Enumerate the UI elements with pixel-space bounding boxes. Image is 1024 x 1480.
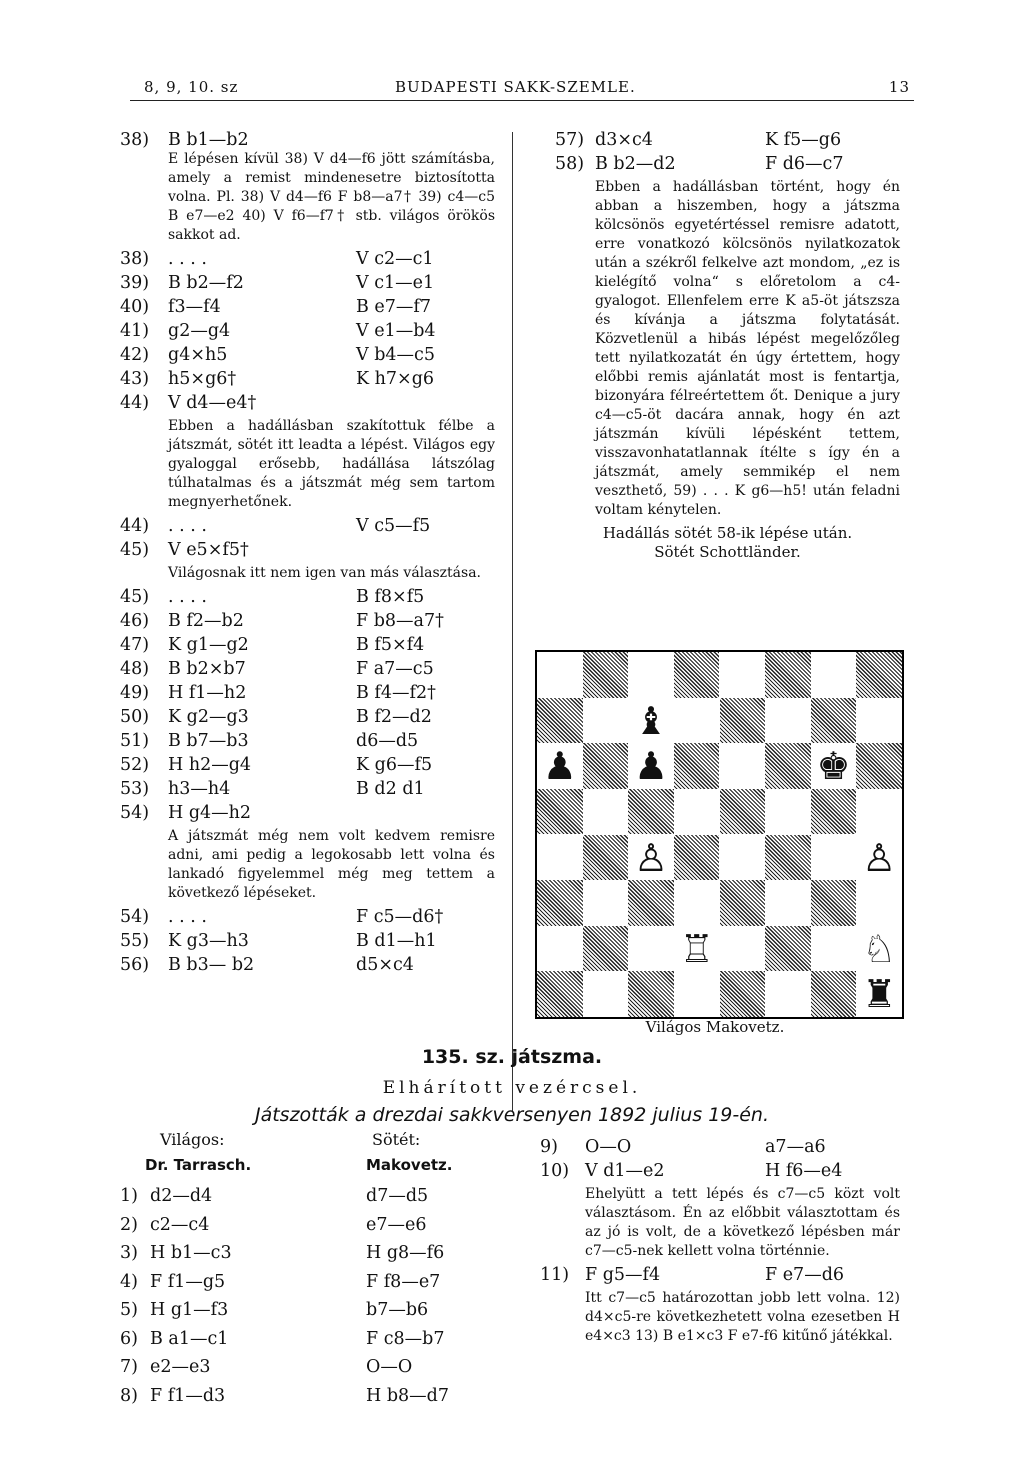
board-square <box>765 971 811 1017</box>
white-move: d3⨯c4 <box>595 130 653 150</box>
move-number: 8) <box>120 1385 138 1406</box>
board-square <box>811 789 857 835</box>
move-row <box>540 1137 900 1161</box>
board-square <box>811 971 857 1017</box>
move-row <box>120 345 495 369</box>
white-move: B f2—b2 <box>168 611 244 631</box>
black-move: K f5—g6 <box>765 130 842 150</box>
black-move: V c5—f5 <box>356 516 431 536</box>
white-move: K g3—h3 <box>168 931 249 951</box>
black-move: B f2—d2 <box>356 707 432 727</box>
move-number: 6) <box>120 1328 138 1349</box>
move-number: 46) <box>120 611 150 631</box>
black-move: V c1—e1 <box>356 273 435 293</box>
black-move: O—O <box>366 1357 413 1377</box>
board-square <box>856 743 902 789</box>
move-number: 39) <box>120 273 150 293</box>
white-move: B b1—b2 <box>168 130 249 150</box>
white-move: . . . . <box>168 587 207 607</box>
move-row <box>120 707 495 731</box>
move-row <box>120 931 495 955</box>
board-square <box>765 880 811 926</box>
white-move: . . . . <box>168 907 207 927</box>
black-player: Makovetz. <box>366 1156 453 1174</box>
annotation: Itt c7—c5 határozottan jobb lett volna. 12) d4⨯c5-re következhetett volna ezesetben H e4⨯c3 13) B e1⨯c3 F e7-f6 kitűnő játékkal. <box>585 1290 900 1344</box>
move-number: 57) <box>555 130 585 150</box>
board-square <box>674 698 720 744</box>
move-row <box>120 659 495 683</box>
annotation: A játszmát még nem volt kedvem remisre adni, ami pedig a legokosabb lett volna és lankadó figyelemmel még meg tettem a következő lépéseket. <box>168 828 495 901</box>
board-square <box>765 926 811 972</box>
white-move: H f1—h2 <box>168 683 247 703</box>
black-move: F c5—d6† <box>356 907 444 927</box>
board-square <box>765 743 811 789</box>
move-number: 5) <box>120 1300 138 1320</box>
move-number: 45) <box>120 540 150 560</box>
black-move: a7—a6 <box>765 1137 826 1157</box>
board-square <box>811 698 857 744</box>
board-square <box>537 971 583 1017</box>
white-move: K g2—g3 <box>168 707 249 727</box>
board-square <box>628 652 674 698</box>
white-move: K g1—g2 <box>168 635 249 655</box>
annotation: E lépésen kívül 38) V d4—f6 jött számításba, amely a remist mindenesetre biztosította volna. Pl. 38) V d4—f6 F b8—a7† 39) c4—c5 B e7—e2 40) V f6—f7† stb. világos örökös sakkot ad. <box>168 151 495 243</box>
move-number: 54) <box>120 803 150 823</box>
board-square <box>720 698 766 744</box>
opening-name: Elhárított vezércsel. <box>382 1078 642 1098</box>
game-moves-right <box>540 1137 900 1350</box>
board-square <box>720 835 766 881</box>
move-number: 1) <box>120 1186 138 1206</box>
white-move: B b7—b3 <box>168 731 249 751</box>
game-title: 135. sz. játszma. <box>421 1046 603 1068</box>
white-move: H g1—f3 <box>150 1300 229 1320</box>
right-column <box>555 130 900 562</box>
board-square <box>583 835 629 881</box>
white-label: Világos: <box>160 1130 225 1149</box>
board-square <box>537 652 583 698</box>
black-move: d7—d5 <box>366 1186 429 1206</box>
page-number: 13 <box>888 78 910 96</box>
board-square <box>583 789 629 835</box>
chess-piece: ♘ <box>856 926 902 972</box>
black-move: F c8—b7 <box>366 1328 445 1349</box>
white-move: V e5⨯f5† <box>168 540 249 560</box>
move-row <box>555 154 900 178</box>
move-number: 4) <box>120 1271 138 1292</box>
board-square <box>628 789 674 835</box>
chess-piece: ♟ <box>628 743 674 789</box>
move-number: 9) <box>540 1137 558 1157</box>
board-square <box>856 698 902 744</box>
black-move: K h7⨯g6 <box>356 369 435 389</box>
move-row <box>120 779 495 803</box>
move-row <box>120 297 495 321</box>
game-moves-left <box>120 1130 500 1414</box>
move-row <box>120 1215 500 1244</box>
white-move: O—O <box>585 1137 632 1157</box>
black-move: V e1—b4 <box>356 321 436 341</box>
move-number: 49) <box>120 683 150 703</box>
journal-title: BUDAPESTI SAKK-SZEMLE. <box>395 78 636 96</box>
black-move: B f5⨯f4 <box>356 635 425 655</box>
move-row <box>120 907 495 931</box>
game-intro: Játszották a drezdai sakkversenyen 1892 julius 19-én. <box>254 1104 769 1126</box>
board-square <box>537 880 583 926</box>
white-move: F f1—d3 <box>150 1385 226 1406</box>
column-divider <box>512 132 513 1112</box>
board-square <box>537 789 583 835</box>
move-number: 54) <box>120 907 150 927</box>
chess-piece: ♖ <box>674 926 720 972</box>
move-number: 2) <box>120 1214 138 1235</box>
white-move: F g5—f4 <box>585 1265 661 1285</box>
white-move: . . . . <box>168 249 207 269</box>
chess-piece: ♝ <box>628 698 674 744</box>
move-row <box>120 683 495 707</box>
running-header <box>130 74 914 101</box>
annotation: Világosnak itt nem igen van más választása. <box>168 565 482 581</box>
move-row <box>120 611 495 635</box>
white-move: e2—e3 <box>150 1357 211 1377</box>
white-move: B b2—f2 <box>168 273 244 293</box>
board-square <box>674 880 720 926</box>
board-square <box>720 789 766 835</box>
board-square <box>811 652 857 698</box>
board-square <box>674 789 720 835</box>
black-move: d6—d5 <box>356 731 419 751</box>
move-row <box>120 1186 500 1215</box>
board-square <box>583 743 629 789</box>
move-row <box>555 130 900 154</box>
black-move: e7—e6 <box>366 1214 427 1235</box>
board-square <box>720 971 766 1017</box>
move-row <box>120 731 495 755</box>
left-column <box>120 130 495 979</box>
board-square <box>765 789 811 835</box>
board-square <box>537 835 583 881</box>
black-move: H f6—e4 <box>765 1161 843 1181</box>
move-row <box>120 1329 500 1358</box>
move-number: 44) <box>120 393 150 413</box>
move-row <box>540 1161 900 1185</box>
move-row <box>120 1386 500 1415</box>
move-row <box>120 369 495 393</box>
move-number: 48) <box>120 659 150 679</box>
move-row <box>120 803 495 827</box>
black-move: H b8—d7 <box>366 1385 449 1406</box>
black-move: B d2 d1 <box>356 779 425 799</box>
black-move: V b4—c5 <box>356 345 435 365</box>
move-row <box>120 130 495 154</box>
move-number: 43) <box>120 369 150 389</box>
move-number: 38) <box>120 249 150 269</box>
move-row <box>120 955 495 979</box>
white-move: . . . . <box>168 516 207 536</box>
board-square <box>537 926 583 972</box>
board-square <box>720 743 766 789</box>
move-number: 10) <box>540 1161 570 1181</box>
move-row <box>120 1357 500 1386</box>
move-number: 50) <box>120 707 150 727</box>
board-square <box>628 880 674 926</box>
white-move: c2—c4 <box>150 1214 210 1235</box>
move-number: 58) <box>555 154 585 174</box>
board-square <box>720 652 766 698</box>
move-number: 53) <box>120 779 150 799</box>
move-number: 3) <box>120 1243 138 1263</box>
white-move: H g4—h2 <box>168 803 252 823</box>
move-row <box>120 1272 500 1301</box>
white-move: H b1—c3 <box>150 1243 232 1263</box>
move-row <box>120 321 495 345</box>
board-square <box>674 971 720 1017</box>
board-square <box>811 926 857 972</box>
chess-piece: ♜ <box>856 971 902 1017</box>
move-number: 11) <box>540 1265 570 1285</box>
move-row <box>120 516 495 540</box>
board-square <box>674 652 720 698</box>
white-move: d2—d4 <box>150 1186 213 1206</box>
move-number: 47) <box>120 635 150 655</box>
black-move: b7—b6 <box>366 1300 429 1320</box>
white-move: B b2⨯b7 <box>168 659 246 679</box>
move-number: 51) <box>120 731 150 751</box>
move-number: 40) <box>120 297 150 317</box>
move-number: 42) <box>120 345 150 365</box>
black-move: B e7—f7 <box>356 297 432 317</box>
move-number: 45) <box>120 587 150 607</box>
issue-number: 8, 9, 10. sz <box>144 78 239 96</box>
white-player: Dr. Tarrasch. <box>145 1156 252 1174</box>
board-square <box>765 835 811 881</box>
move-row <box>120 755 495 779</box>
chess-piece: ♙ <box>628 835 674 881</box>
chess-piece: ♟ <box>537 743 583 789</box>
annotation: Ebben a hadállásban szakítottuk félbe a játszmát, sötét itt leadta a lépést. Világos egy gyaloggal erősebb, hadállása látszólag túlhatalmas és a játszmát még sem tartom megnyerhetőnek. <box>168 418 495 510</box>
move-row <box>120 1243 500 1272</box>
board-square <box>628 971 674 1017</box>
black-move: H g8—f6 <box>366 1243 445 1263</box>
white-move: B b2—d2 <box>595 154 676 174</box>
white-move: h5⨯g6† <box>168 369 237 389</box>
black-move: B d1—h1 <box>356 931 437 951</box>
chess-piece: ♚ <box>811 743 857 789</box>
board-square <box>674 835 720 881</box>
move-row <box>120 393 495 417</box>
board-square <box>583 698 629 744</box>
move-number: 38) <box>120 130 150 150</box>
board-square <box>674 743 720 789</box>
white-player-label: Világos Makovetz. <box>645 1018 785 1036</box>
board-square <box>856 880 902 926</box>
black-move: K g6—f5 <box>356 755 433 775</box>
black-move: F b8—a7† <box>356 611 444 631</box>
board-square <box>628 926 674 972</box>
board-square <box>583 971 629 1017</box>
move-row <box>540 1265 900 1289</box>
black-move: F e7—d6 <box>765 1265 845 1285</box>
chess-piece: ♙ <box>856 835 902 881</box>
move-row <box>120 635 495 659</box>
black-move: F a7—c5 <box>356 659 434 679</box>
move-row <box>120 587 495 611</box>
annotation: Ehelyütt a tett lépés és c7—c5 közt volt választásom. Én az előbbit választottam és az jó is volt, de a következő lépésben már c7—c5-nek kellett volna történnie. <box>585 1186 900 1259</box>
black-move: F d6—c7 <box>765 154 844 174</box>
black-player-label: Sötét Schottländer. <box>654 543 801 561</box>
black-move: V c2—c1 <box>356 249 434 269</box>
move-row <box>120 540 495 564</box>
board-square <box>811 880 857 926</box>
move-row <box>120 273 495 297</box>
board-square <box>720 926 766 972</box>
white-move: g2—g4 <box>168 321 231 341</box>
black-move: B f4—f2† <box>356 683 436 703</box>
diagram-caption: Hadállás sötét 58-ik lépése után. <box>602 524 853 542</box>
annotation: Ebben a hadállásban történt, hogy én abban a hiszemben, hogy a játszma kölcsönös egyetértéssel remisre adatott, erre vonatkozó kölcsönös nyilatkozatok után a székről felkelve azt mondom, „ez is kielégítő volna“ s előretolom a c4-gyalogot. Ellenfelem erre K a5-öt játszsza és kívánja a játszma folytatását. Közvetlenül a hibás lépést megelőzőleg tett nyilatkozatát én úgy értettem, hogy előbbi remis ajánlatát most is fentartja, bizonyára félreértettem őt. Denique a jury c4—c5-öt dacára annak, hogy én azt játszmán kívüli lépésként tettem, visszavonhatatlannak ítélte s így én a játszmát, amely semmikép el nem veszthető, 59) . . . K g6—h5! után feladni voltam kénytelen. <box>595 179 900 518</box>
move-number: 52) <box>120 755 150 775</box>
board-square <box>811 835 857 881</box>
move-number: 44) <box>120 516 150 536</box>
black-move: F f8—e7 <box>366 1271 441 1292</box>
white-move: f3—f4 <box>168 297 221 317</box>
board-square <box>583 880 629 926</box>
board-square <box>765 652 811 698</box>
white-move: V d4—e4† <box>168 393 257 413</box>
white-move: g4⨯h5 <box>168 345 228 365</box>
move-row <box>120 1300 500 1329</box>
board-square <box>583 926 629 972</box>
board-square <box>720 880 766 926</box>
white-move: B b3— b2 <box>168 955 255 975</box>
white-move: V d1—e2 <box>585 1161 665 1181</box>
move-number: 55) <box>120 931 150 951</box>
black-label: Sötét: <box>372 1130 421 1149</box>
move-number: 41) <box>120 321 150 341</box>
move-row <box>120 249 495 273</box>
board-square <box>856 652 902 698</box>
white-move: H h2—g4 <box>168 755 252 775</box>
board-square <box>765 698 811 744</box>
white-move: F f1—g5 <box>150 1271 226 1292</box>
move-number: 56) <box>120 955 150 975</box>
board-square <box>537 698 583 744</box>
board-square <box>583 652 629 698</box>
black-move: B f8⨯f5 <box>356 587 425 607</box>
board-square <box>856 789 902 835</box>
black-move: d5⨯c4 <box>356 955 414 975</box>
white-move: B a1—c1 <box>150 1328 229 1349</box>
move-number: 7) <box>120 1357 138 1377</box>
white-move: h3—h4 <box>168 779 231 799</box>
chess-diagram <box>535 650 904 1019</box>
